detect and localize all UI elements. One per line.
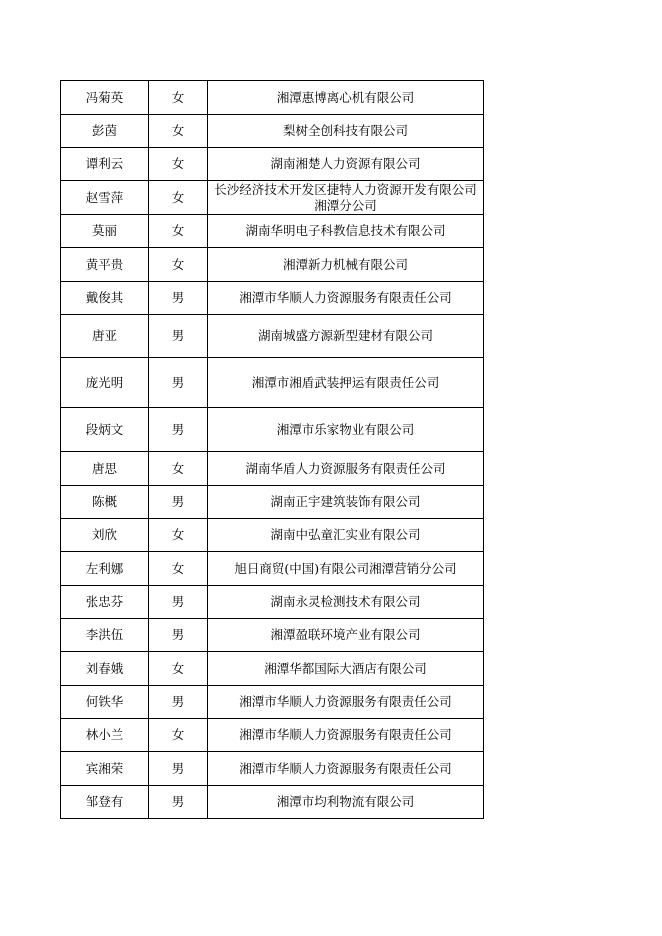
table-row — [61, 282, 484, 315]
company-cell: 湘潭市乐家物业有限公司 — [208, 408, 484, 452]
table-row — [61, 586, 484, 619]
table-row — [61, 452, 484, 486]
company-cell: 湘潭华都国际大酒店有限公司 — [208, 652, 484, 686]
person-name-cell: 唐亚 — [61, 315, 149, 358]
company-cell: 湖南正宇建筑装饰有限公司 — [208, 486, 484, 519]
table-row — [61, 148, 484, 181]
company-cell: 湖南城盛方源新型建材有限公司 — [208, 315, 484, 358]
person-name-cell: 戴俊其 — [61, 282, 149, 315]
company-cell: 湘潭新力机械有限公司 — [208, 248, 484, 282]
table-row — [61, 786, 484, 819]
company-cell: 湘潭市华顺人力资源服务有限责任公司 — [208, 282, 484, 315]
table-row — [61, 619, 484, 652]
company-cell: 湘潭盈联环境产业有限公司 — [208, 619, 484, 652]
person-name-cell: 庞光明 — [61, 358, 149, 408]
roster-table-body — [61, 81, 484, 819]
company-cell: 旭日商贸(中国)有限公司湘潭营销分公司 — [208, 552, 484, 586]
person-name-cell: 李洪伍 — [61, 619, 149, 652]
gender-cell: 女 — [149, 452, 208, 486]
person-name-cell: 彭茵 — [61, 115, 149, 148]
gender-cell: 男 — [149, 619, 208, 652]
person-name-cell: 邹登有 — [61, 786, 149, 819]
company-cell: 湖南华明电子科教信息技术有限公司 — [208, 215, 484, 248]
gender-cell: 男 — [149, 686, 208, 719]
table-row — [61, 408, 484, 452]
gender-cell: 女 — [149, 552, 208, 586]
company-cell: 湘潭市华顺人力资源服务有限责任公司 — [208, 686, 484, 719]
person-name-cell: 莫丽 — [61, 215, 149, 248]
table-row — [61, 248, 484, 282]
company-cell: 梨树全创科技有限公司 — [208, 115, 484, 148]
person-name-cell: 赵雪萍 — [61, 181, 149, 215]
gender-cell: 女 — [149, 181, 208, 215]
gender-cell: 男 — [149, 315, 208, 358]
person-name-cell: 何铁华 — [61, 686, 149, 719]
table-row — [61, 752, 484, 786]
person-name-cell: 林小兰 — [61, 719, 149, 752]
table-row — [61, 552, 484, 586]
table-row — [61, 519, 484, 552]
person-name-cell: 张忠芬 — [61, 586, 149, 619]
company-cell: 湘潭市湘盾武装押运有限责任公司 — [208, 358, 484, 408]
company-cell: 湖南湘楚人力资源有限公司 — [208, 148, 484, 181]
person-name-cell: 宾湘荣 — [61, 752, 149, 786]
person-name-cell: 段炳文 — [61, 408, 149, 452]
person-name-cell: 左利娜 — [61, 552, 149, 586]
roster-table — [60, 80, 484, 819]
company-cell: 湖南中弘童汇实业有限公司 — [208, 519, 484, 552]
table-row — [61, 115, 484, 148]
table-row — [61, 81, 484, 115]
gender-cell: 女 — [149, 248, 208, 282]
person-name-cell: 陈概 — [61, 486, 149, 519]
company-cell: 湖南华盾人力资源服务有限责任公司 — [208, 452, 484, 486]
company-cell: 湘潭市均利物流有限公司 — [208, 786, 484, 819]
person-name-cell: 刘欣 — [61, 519, 149, 552]
company-cell: 湘潭市华顺人力资源服务有限责任公司 — [208, 719, 484, 752]
table-row — [61, 315, 484, 358]
gender-cell: 女 — [149, 148, 208, 181]
gender-cell: 女 — [149, 519, 208, 552]
gender-cell: 女 — [149, 81, 208, 115]
person-name-cell: 黄平贵 — [61, 248, 149, 282]
gender-cell: 男 — [149, 752, 208, 786]
company-cell: 湘潭惠博离心机有限公司 — [208, 81, 484, 115]
table-row — [61, 652, 484, 686]
gender-cell: 男 — [149, 408, 208, 452]
company-cell: 长沙经济技术开发区捷特人力资源开发有限公司湘潭分公司 — [208, 181, 484, 215]
table-row — [61, 486, 484, 519]
company-cell: 湘潭市华顺人力资源服务有限责任公司 — [208, 752, 484, 786]
gender-cell: 女 — [149, 719, 208, 752]
person-name-cell: 冯菊英 — [61, 81, 149, 115]
person-name-cell: 刘春娥 — [61, 652, 149, 686]
gender-cell: 男 — [149, 786, 208, 819]
table-row — [61, 686, 484, 719]
gender-cell: 男 — [149, 358, 208, 408]
table-row — [61, 181, 484, 215]
gender-cell: 女 — [149, 115, 208, 148]
table-row — [61, 719, 484, 752]
gender-cell: 男 — [149, 282, 208, 315]
gender-cell: 女 — [149, 215, 208, 248]
company-cell: 湖南永灵检测技术有限公司 — [208, 586, 484, 619]
person-name-cell: 谭利云 — [61, 148, 149, 181]
table-row — [61, 358, 484, 408]
gender-cell: 男 — [149, 486, 208, 519]
gender-cell: 男 — [149, 586, 208, 619]
table-row — [61, 215, 484, 248]
gender-cell: 女 — [149, 652, 208, 686]
person-name-cell: 唐思 — [61, 452, 149, 486]
